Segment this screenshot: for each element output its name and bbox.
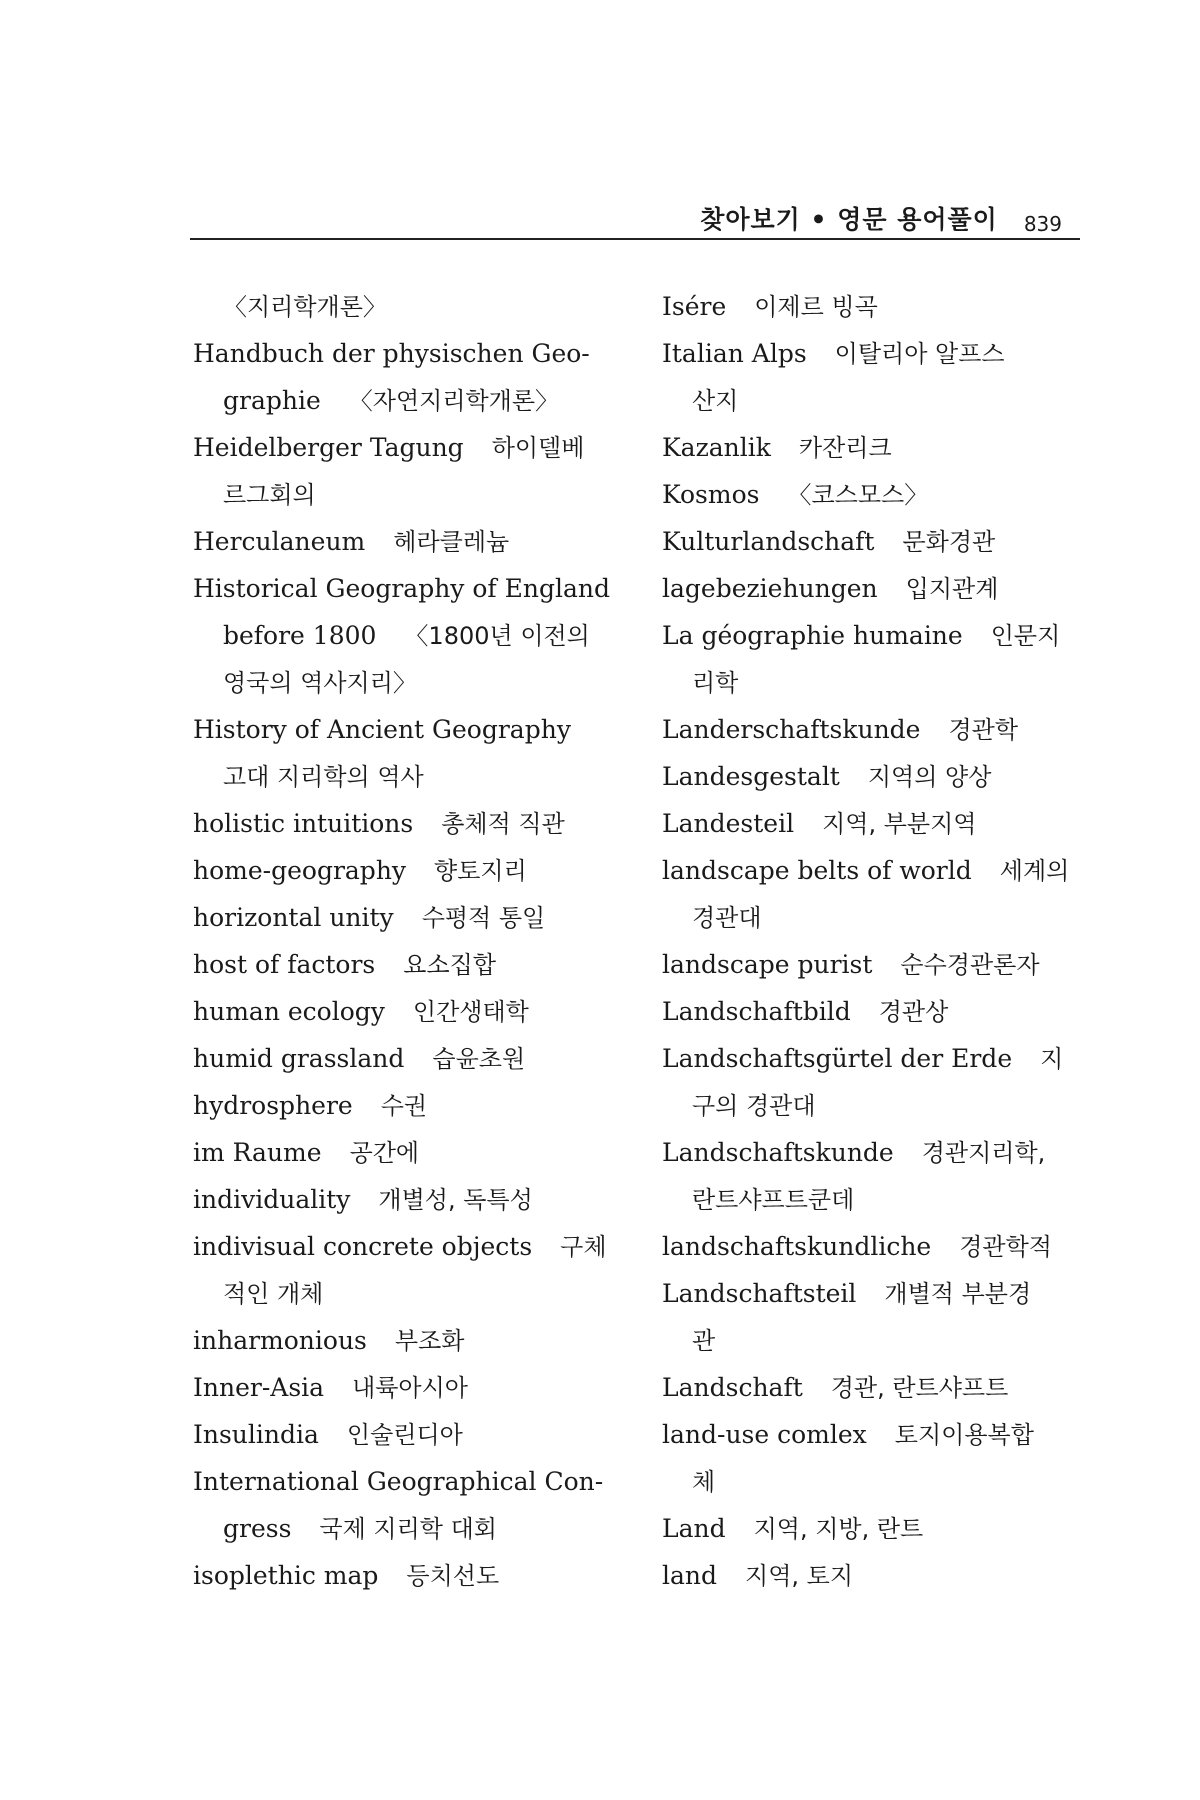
english-term: La géographie humaine — [662, 621, 963, 650]
index-line — [662, 1176, 1092, 1223]
english-term: Insulindia — [193, 1420, 319, 1449]
index-line — [193, 283, 633, 330]
korean-translation: 체 — [692, 1468, 716, 1496]
korean-translation: 인문지 — [990, 622, 1061, 650]
index-line — [662, 941, 1092, 988]
index-line — [193, 894, 633, 941]
korean-translation: 수평적 통일 — [421, 904, 546, 932]
index-line — [662, 800, 1092, 847]
index-line — [193, 1458, 633, 1505]
english-term: Landschaftbild — [662, 997, 851, 1026]
index-line — [193, 471, 633, 518]
index-line — [662, 894, 1092, 941]
page-number: 839 — [1023, 212, 1062, 236]
index-line — [662, 283, 1092, 330]
index-line — [193, 847, 633, 894]
korean-translation: 경관, 란트샤프트 — [830, 1374, 1009, 1402]
english-term: holistic intuitions — [193, 809, 414, 838]
english-term: Land — [662, 1514, 726, 1543]
english-term: International Geographical Con- — [193, 1467, 604, 1496]
korean-translation: 이제르 빙곡 — [754, 293, 878, 321]
running-header — [190, 196, 1080, 236]
index-line — [193, 941, 633, 988]
korean-translation: 내륙아시아 — [352, 1374, 468, 1402]
korean-translation: 헤라클레늄 — [393, 528, 510, 556]
english-term: Landesgestalt — [662, 762, 840, 791]
english-term: im Raume — [193, 1138, 322, 1167]
english-term: host of factors — [193, 950, 376, 979]
korean-translation: 경관상 — [878, 998, 949, 1026]
english-term: Historical Geography of England — [193, 574, 610, 603]
english-term: Landschaftskunde — [662, 1138, 894, 1167]
korean-translation: 습윤초원 — [432, 1045, 526, 1073]
korean-translation: 경관지리학, — [921, 1139, 1046, 1167]
korean-translation: 〈코스모스〉 — [787, 481, 929, 509]
index-line — [662, 330, 1092, 377]
korean-translation: 영국의 역사지리〉 — [223, 669, 417, 697]
korean-translation: 란트샤프트쿤데 — [692, 1186, 855, 1214]
index-line — [662, 612, 1092, 659]
english-term: human ecology — [193, 997, 385, 1026]
english-term: humid grassland — [193, 1044, 405, 1073]
index-line — [662, 1129, 1092, 1176]
index-line — [193, 1223, 633, 1270]
english-term: Herculaneum — [193, 527, 366, 556]
english-term: landscape belts of world — [662, 856, 972, 885]
korean-translation: 입지관계 — [905, 575, 999, 603]
index-line — [662, 847, 1092, 894]
index-line — [193, 988, 633, 1035]
english-term: landschaftskundliche — [662, 1232, 932, 1261]
index-line — [193, 1129, 633, 1176]
korean-translation: 리학 — [692, 669, 739, 697]
index-line — [193, 800, 633, 847]
index-line — [193, 1364, 633, 1411]
korean-translation: 개별성, 독특성 — [378, 1186, 533, 1214]
index-line — [193, 706, 633, 753]
index-line — [193, 424, 633, 471]
english-term: land — [662, 1561, 718, 1590]
english-term: Inner-Asia — [193, 1373, 325, 1402]
index-line — [662, 1270, 1092, 1317]
index-line — [662, 1317, 1092, 1364]
index-line — [662, 565, 1092, 612]
english-term: Landschaftsgürtel der Erde — [662, 1044, 1013, 1073]
english-term: horizontal unity — [193, 903, 394, 932]
index-line — [193, 753, 633, 800]
english-term: indivisual concrete objects — [193, 1232, 533, 1261]
english-term: Kulturlandschaft — [662, 527, 875, 556]
korean-translation: 개별적 부분경 — [884, 1280, 1032, 1308]
korean-translation: 고대 지리학의 역사 — [223, 763, 424, 791]
korean-translation: 지역, 부분지역 — [822, 810, 977, 838]
korean-translation: 문화경관 — [902, 528, 996, 556]
right-column — [662, 283, 1092, 1599]
korean-translation: 지역, 토지 — [745, 1562, 854, 1590]
english-term: Landschaftsteil — [662, 1279, 857, 1308]
index-line — [662, 424, 1092, 471]
index-line — [193, 1082, 633, 1129]
index-line — [193, 659, 633, 706]
korean-translation: 총체적 직관 — [441, 810, 565, 838]
korean-translation: 구의 경관대 — [692, 1092, 816, 1120]
index-line — [193, 377, 633, 424]
english-term: hydrosphere — [193, 1091, 353, 1120]
header-title: 찾아보기 • 영문 용어풀이 — [700, 205, 998, 234]
korean-translation: 공간에 — [349, 1139, 420, 1167]
korean-translation: 〈1800년 이전의 — [404, 622, 590, 650]
english-term: Italian Alps — [662, 339, 807, 368]
index-line — [662, 753, 1092, 800]
english-term: graphie — [223, 386, 321, 415]
english-term: lagebeziehungen — [662, 574, 878, 603]
index-line — [662, 471, 1092, 518]
index-line — [662, 518, 1092, 565]
korean-translation: 산지 — [692, 387, 739, 415]
english-term: History of Ancient Geography — [193, 715, 571, 744]
korean-translation: 이탈리아 알프스 — [834, 340, 1005, 368]
index-line — [662, 1035, 1092, 1082]
korean-translation: 인술린디아 — [346, 1421, 463, 1449]
english-term: before 1800 — [223, 621, 377, 650]
index-line — [662, 1082, 1092, 1129]
english-term: Handbuch der physischen Geo- — [193, 339, 590, 368]
korean-translation: 르그회의 — [223, 481, 316, 509]
korean-translation: 관 — [692, 1327, 716, 1355]
korean-translation: 카잔리크 — [798, 434, 892, 462]
korean-translation: 경관학적 — [959, 1233, 1052, 1261]
korean-translation: 토지이용복합 — [894, 1421, 1034, 1449]
korean-translation: 세계의 — [999, 857, 1070, 885]
index-line — [662, 659, 1092, 706]
index-line — [193, 1176, 633, 1223]
index-line — [662, 1458, 1092, 1505]
korean-translation: 〈지리학개론〉 — [223, 293, 387, 321]
index-line — [662, 1552, 1092, 1599]
korean-translation: 구체 — [560, 1233, 607, 1261]
korean-translation: 수권 — [380, 1092, 428, 1120]
korean-translation: 순수경관론자 — [900, 951, 1040, 979]
korean-translation: 국제 지리학 대회 — [319, 1515, 497, 1543]
english-term: land-use comlex — [662, 1420, 867, 1449]
english-term: landscape purist — [662, 950, 873, 979]
english-term: inharmonious — [193, 1326, 367, 1355]
index-line — [193, 565, 633, 612]
korean-translation: 요소집합 — [403, 951, 497, 979]
english-term: Kosmos — [662, 480, 760, 509]
korean-translation: 등치선도 — [406, 1562, 500, 1590]
index-line — [193, 1317, 633, 1364]
index-line — [193, 330, 633, 377]
korean-translation: 〈자연지리학개론〉 — [348, 387, 560, 415]
korean-translation: 지역의 양상 — [867, 763, 992, 791]
index-line — [193, 1270, 633, 1317]
index-line — [193, 1552, 633, 1599]
english-term: Heidelberger Tagung — [193, 433, 464, 462]
index-line — [193, 1411, 633, 1458]
index-line — [193, 1505, 633, 1552]
korean-translation: 향토지리 — [434, 857, 527, 885]
korean-translation: 지 — [1040, 1045, 1064, 1073]
english-term: Landerschaftskunde — [662, 715, 921, 744]
english-term: Kazanlik — [662, 433, 771, 462]
header-rule — [190, 238, 1080, 240]
index-line — [662, 377, 1092, 424]
index-line — [662, 706, 1092, 753]
korean-translation: 부조화 — [394, 1327, 465, 1355]
english-term: individuality — [193, 1185, 351, 1214]
english-term: Landesteil — [662, 809, 795, 838]
english-term: Isére — [662, 292, 727, 321]
korean-translation: 지역, 지방, 란트 — [753, 1515, 924, 1543]
english-term: isoplethic map — [193, 1561, 379, 1590]
index-line — [662, 1411, 1092, 1458]
korean-translation: 인간생태학 — [412, 998, 529, 1026]
index-line — [193, 612, 633, 659]
index-line — [662, 988, 1092, 1035]
english-term: home-geography — [193, 856, 407, 885]
index-line — [662, 1505, 1092, 1552]
korean-translation: 경관대 — [692, 904, 762, 932]
index-line — [662, 1364, 1092, 1411]
index-line — [662, 1223, 1092, 1270]
english-term: Landschaft — [662, 1373, 803, 1402]
left-column — [193, 283, 633, 1599]
english-term: gress — [223, 1514, 292, 1543]
index-line — [193, 1035, 633, 1082]
index-line — [193, 518, 633, 565]
korean-translation: 하이델베 — [491, 434, 585, 462]
korean-translation: 경관학 — [948, 716, 1019, 744]
korean-translation: 적인 개체 — [223, 1280, 324, 1308]
